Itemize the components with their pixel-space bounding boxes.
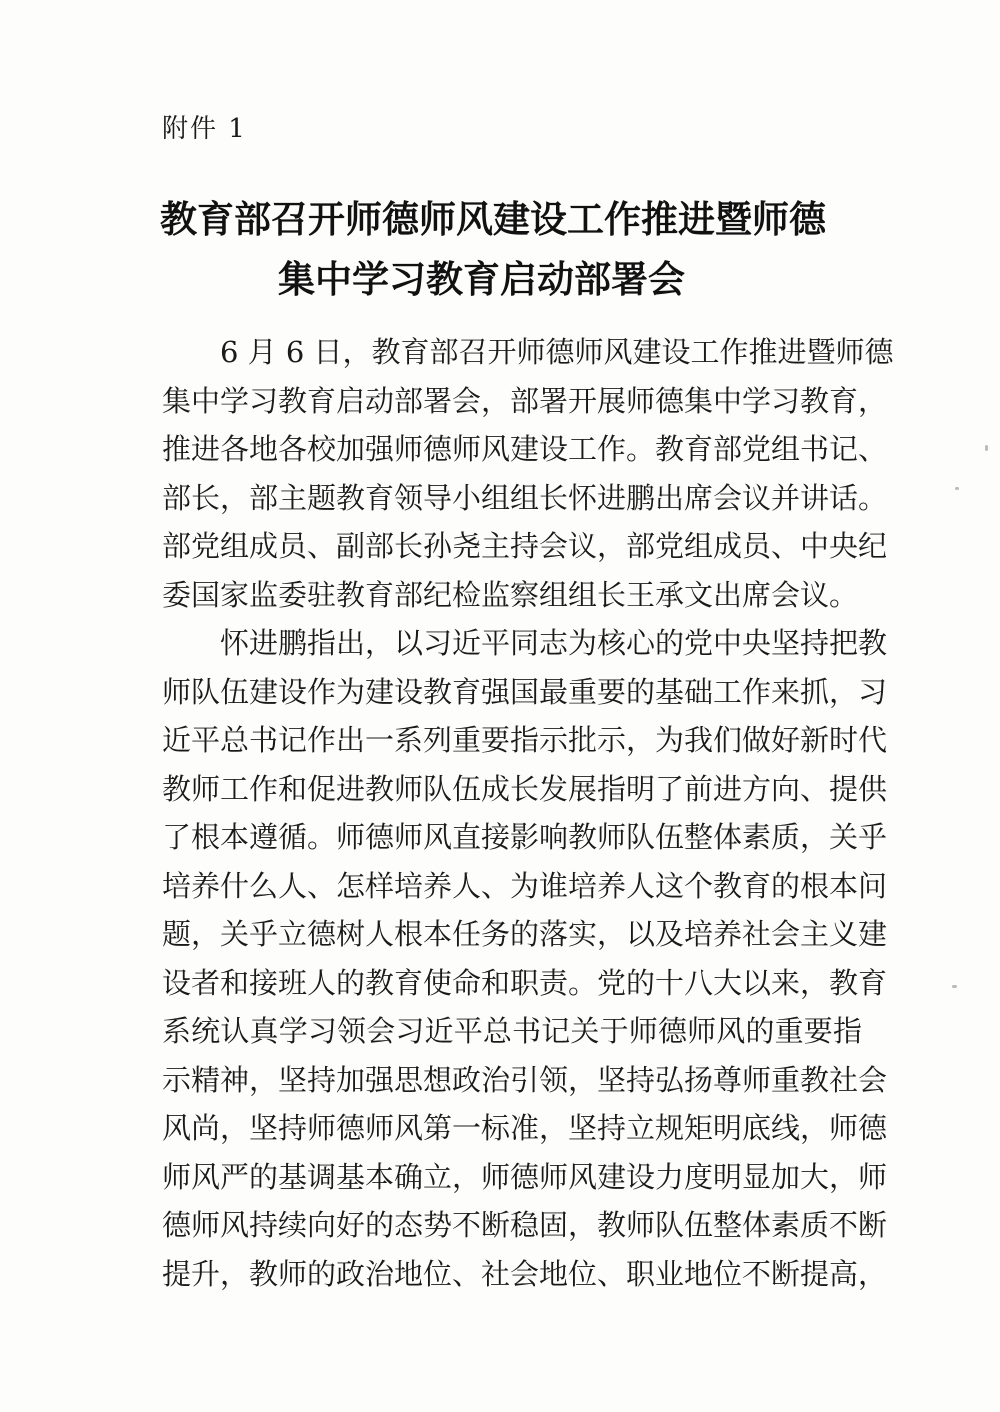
body-line: 风尚，坚持师德师风第一标准，坚持立规矩明底线，师德: [162, 1111, 888, 1145]
body-line: 了根本遵循。师德师风直接影响教师队伍整体素质，关乎: [162, 820, 888, 854]
body-line: 6 月 6 日，教育部召开师德师风建设工作推进暨师德: [220, 335, 894, 369]
document-body: [162, 328, 894, 1298]
body-line: 教师工作和促进教师队伍成长发展指明了前进方向、提供: [162, 771, 888, 806]
body-line: 部长，部主题教育领导小组组长怀进鹏出席会议并讲话。: [162, 480, 888, 515]
body-line: 委国家监委驻教育部纪检监察组组长王承文出席会议。: [162, 577, 859, 612]
body-line: 德师风持续向好的态势不断稳固，教师队伍整体素质不断: [162, 1208, 888, 1242]
attachment-label: 附件 1: [162, 114, 247, 144]
body-line: 提升，教师的政治地位、社会地位、职业地位不断提高，: [162, 1256, 888, 1291]
body-line: 部党组成员、副部长孙尧主持会议，部党组成员、中央纪: [162, 529, 888, 563]
scan-speck: [955, 487, 959, 490]
body-line: 怀进鹏指出，以习近平同志为核心的党中央坚持把教: [220, 626, 888, 660]
scan-speck: [952, 985, 957, 988]
body-line: 推进各地各校加强师德师风建设工作。教育部党组书记、: [162, 432, 888, 466]
body-line: 培养什么人、怎样培养人、为谁培养人这个教育的根本问: [162, 868, 888, 903]
body-line: 设者和接班人的教育使命和职责。党的十八大以来，教育: [162, 965, 888, 1000]
body-line: 示精神，坚持加强思想政治引领，坚持弘扬尊师重教社会: [162, 1062, 888, 1097]
body-line: 近平总书记作出一系列重要指示批示，为我们做好新时代: [162, 723, 888, 757]
document-title: [0, 190, 1000, 310]
scan-speck: [985, 445, 988, 451]
title-line-1: 教育部召开师德师风建设工作推进暨师德: [160, 198, 826, 241]
body-line: 集中学习教育启动部署会，部署开展师德集中学习教育，: [162, 383, 888, 418]
body-line: 题，关乎立德树人根本任务的落实，以及培养社会主义建: [162, 917, 888, 951]
body-line: 系统认真学习领会习近平总书记关于师德师风的重要指: [162, 1014, 862, 1048]
title-line-2: 集中学习教育启动部署会: [278, 258, 685, 301]
body-line: 师风严的基调基本确立，师德师风建设力度明显加大，师: [162, 1159, 888, 1194]
body-line: 师队伍建设作为建设教育强国最重要的基础工作来抓，习: [162, 674, 888, 709]
